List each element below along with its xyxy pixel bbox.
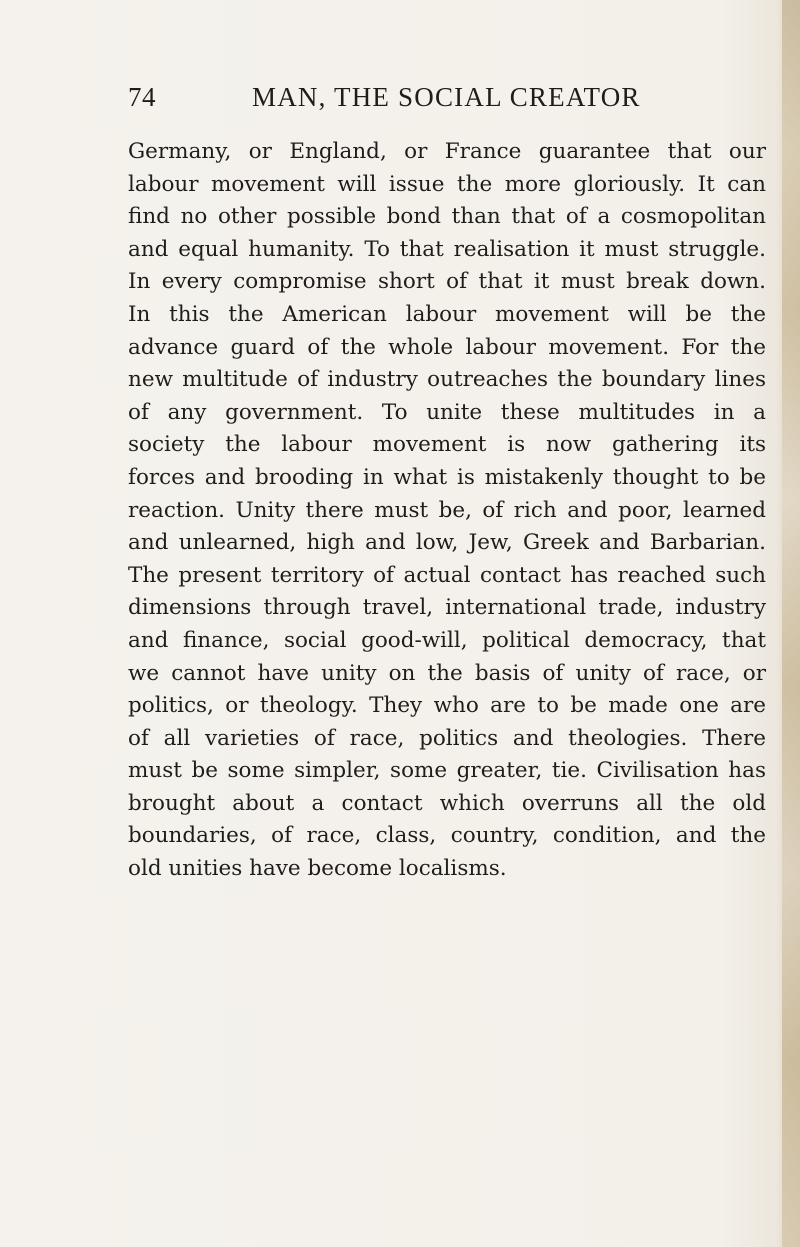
- text-line: must be some simpler, some greater, tie. Civilisation has: [128, 758, 766, 784]
- page-edge-stain: [782, 0, 800, 1247]
- text-line: Germany, or England, or France guarantee that our: [128, 139, 766, 164]
- text-line: politics, or theology. They who are to be made one are: [128, 693, 766, 719]
- text-line-last: old unities have become localisms.: [128, 856, 507, 882]
- text-line: forces and brooding in what is mistakenly thought to be: [128, 464, 766, 490]
- running-title: MAN, THE SOCIAL CREATOR: [252, 82, 641, 112]
- page-number: 74: [128, 82, 156, 112]
- text-line: of any government. To unite these multitudes in a: [128, 399, 766, 425]
- text-line: In this the American labour movement will be the: [128, 301, 766, 327]
- text-line: labour movement will issue the more gloriously. It can: [128, 171, 766, 197]
- text-line: dimensions through travel, international trade, industry: [128, 595, 766, 621]
- text-line: of all varieties of race, politics and theologies. There: [128, 725, 766, 751]
- text-line: and finance, social good-will, political democracy, that: [128, 627, 766, 653]
- text-line: boundaries, of race, class, country, condition, and the: [128, 823, 766, 849]
- text-line: new multitude of industry outreaches the boundary lines: [128, 367, 766, 393]
- text-line: brought about a contact which overruns all the old: [128, 790, 766, 816]
- page-header: [128, 82, 770, 118]
- text-line: The present territory of actual contact has reached such: [128, 562, 766, 588]
- text-line: advance guard of the whole labour movement. For the: [128, 334, 766, 360]
- text-line: and equal humanity. To that realisation it must struggle.: [128, 236, 766, 262]
- text-line: find no other possible bond than that of a cosmopolitan: [128, 204, 766, 230]
- text-line: society the labour movement is now gathering its: [128, 432, 766, 458]
- body-paragraph: [128, 136, 766, 886]
- text-line: and unlearned, high and low, Jew, Greek and Barbarian.: [128, 530, 766, 556]
- text-line: In every compromise short of that it must break down.: [128, 269, 766, 295]
- text-line: reaction. Unity there must be, of rich and poor, learned: [128, 497, 766, 523]
- text-line: we cannot have unity on the basis of unity of race, or: [128, 660, 766, 686]
